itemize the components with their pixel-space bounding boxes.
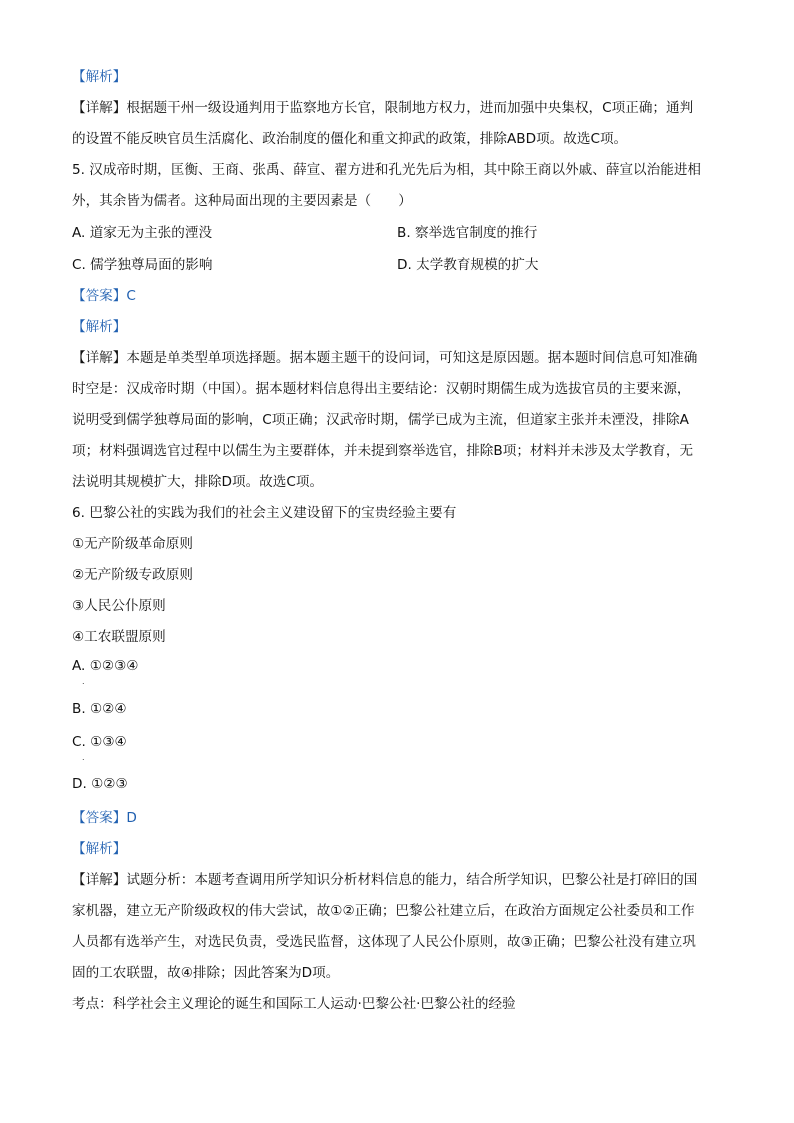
stray-dot: . — [82, 677, 85, 686]
option-c: C. 儒学独尊局面的影响 — [72, 257, 213, 273]
analysis-label: 【解析】 — [72, 841, 127, 857]
detail-line: 说明受到儒学独尊局面的影响，C项正确；汉武帝时期，儒学已成为主流，但道家主张并未湮没，排除A — [72, 412, 689, 428]
kaodian-line: 考点：科学社会主义理论的诞生和国际工人运动·巴黎公社·巴黎公社的经验 — [72, 996, 516, 1012]
stray-dot: . — [82, 753, 85, 762]
option-d: D. ①②③ — [72, 776, 128, 792]
detail-line: 【详解】试题分析：本题考查调用所学知识分析材料信息的能力，结合所学知识，巴黎公社是打碎旧的国 — [72, 872, 698, 888]
question-stem: 5. 汉成帝时期，匡衡、王商、张禹、薛宣、翟方进和孔光先后为相，其中除王商以外戚、薛宣以治能进相 — [72, 162, 702, 178]
detail-line: 【详解】根据题干州一级设通判用于监察地方长官，限制地方权力，进而加强中央集权，C项正确；通判 — [72, 100, 694, 116]
detail-line: 法说明其规模扩大，排除D项。故选C项。 — [72, 474, 324, 490]
analysis-label: 【解析】 — [72, 319, 127, 335]
analysis-label: 【解析】 — [72, 69, 127, 85]
option-d: D. 太学教育规模的扩大 — [397, 257, 539, 273]
detail-line: 固的工农联盟，故④排除；因此答案为D项。 — [72, 965, 340, 981]
detail-line: 【详解】本题是单类型单项选择题。据本题主题干的设问词，可知这是原因题。据本题时间信息可知准确 — [72, 350, 698, 366]
question-stem: 6. 巴黎公社的实践为我们的社会主义建设留下的宝贵经验主要有 — [72, 505, 457, 521]
option-b: B. 察举选官制度的推行 — [397, 225, 538, 241]
option-c: C. ①③④ . — [72, 729, 722, 765]
option-a: A. 道家无为主张的湮没 — [72, 225, 213, 241]
answer-label: 【答案】C — [72, 288, 136, 304]
statement-item: ①无产阶级革命原则 — [72, 536, 193, 552]
answer-label: 【答案】D — [72, 810, 137, 826]
detail-line: 家机器，建立无产阶级政权的伟大尝试，故①②正确；巴黎公社建立后，在政治方面规定公社委员和工作 — [72, 903, 695, 919]
option-a: A. ①②③④ . — [72, 653, 722, 689]
statement-item: ④工农联盟原则 — [72, 629, 166, 645]
detail-line: 项；材料强调选官过程中以儒生为主要群体，并未提到察举选官，排除B项；材料并未涉及太学教育，无 — [72, 443, 694, 459]
option-row — [72, 217, 722, 249]
document-page — [72, 62, 722, 1020]
statement-item: ②无产阶级专政原则 — [72, 567, 193, 583]
detail-line: 人员都有选举产生，对选民负责，受选民监督，这体现了人民公仆原则，故③正确；巴黎公社没有建立巩 — [72, 934, 696, 950]
option-b: B. ①②④ — [72, 701, 127, 717]
detail-line: 的设置不能反映官员生活腐化、政治制度的僵化和重文抑武的政策，排除ABD项。故选C项。 — [72, 131, 628, 147]
statement-item: ③人民公仆原则 — [72, 598, 166, 614]
detail-line: 时空是：汉成帝时期（中国）。据本题材料信息得出主要结论：汉朝时期儒生成为选拔官员的主要来源， — [72, 381, 691, 397]
option-row — [72, 249, 722, 281]
question-stem: 外，其余皆为儒者。这种局面出现的主要因素是（ ） — [72, 193, 412, 209]
